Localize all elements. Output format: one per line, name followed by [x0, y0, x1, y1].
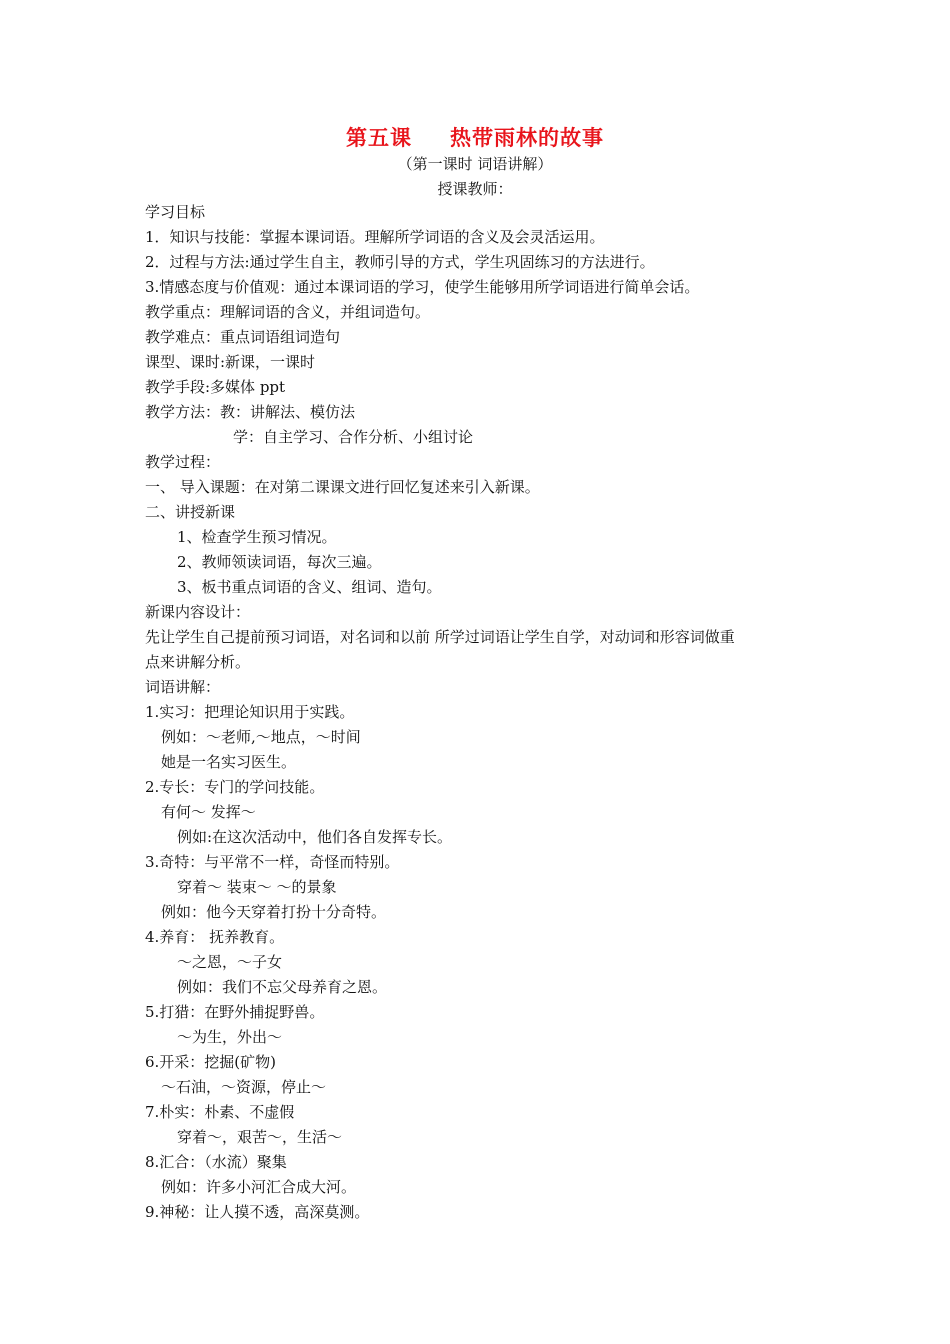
- text-line: 1．知识与技能：掌握本课词语。理解所学词语的含义及会灵活运用。: [145, 228, 605, 246]
- text-line: 新课内容设计：: [145, 603, 251, 621]
- lesson-number: 第五课: [346, 126, 412, 150]
- text-line: 2．过程与方法:通过学生自主，教师引导的方式，学生巩固练习的方法进行。: [145, 253, 655, 271]
- text-line: 1.实习：把理论知识用于实践。: [145, 703, 355, 721]
- text-line: 教学过程：: [145, 453, 221, 471]
- text-line: 例如：～老师,～地点，～时间: [161, 728, 361, 746]
- text-line: 词语讲解：: [145, 678, 221, 696]
- text-line: 1、检查学生预习情况。: [177, 528, 337, 546]
- text-line: 3.情感态度与价值观：通过本课词语的学习，使学生能够用所学词语进行简单会话。: [145, 278, 700, 296]
- text-line: 学习目标: [145, 203, 206, 221]
- text-line: ～为生，外出～: [177, 1028, 283, 1046]
- text-line: 6.开采：挖掘(矿物): [145, 1053, 277, 1071]
- text-line: 9.神秘：让人摸不透，高深莫测。: [145, 1203, 370, 1221]
- text-line: 教学手段:多媒体 ppt: [145, 378, 286, 396]
- lesson-title: [0, 122, 950, 152]
- text-line: 4.养育： 抚养教育。: [145, 928, 285, 946]
- text-line: 3.奇特：与平常不一样，奇怪而特别。: [145, 853, 400, 871]
- text-line: 她是一名实习医生。: [161, 753, 297, 771]
- text-line: 教学方法：教：讲解法、模仿法: [145, 403, 356, 421]
- text-line: 例如：许多小河汇合成大河。: [161, 1178, 357, 1196]
- text-line: 有何～ 发挥～: [161, 803, 256, 821]
- text-line: 教学重点：理解词语的含义，并组词造句。: [145, 303, 431, 321]
- text-line: 先让学生自己提前预习词语，对名词和以前 所学过词语让学生自学，对动词和形容词做重: [145, 628, 735, 646]
- text-line: 8.汇合：（水流）聚集: [145, 1153, 287, 1171]
- text-line: 3、板书重点词语的含义、组词、造句。: [177, 578, 442, 596]
- text-line: 例如：他今天穿着打扮十分奇特。: [161, 903, 387, 921]
- text-line: 点来讲解分析。: [145, 653, 251, 671]
- text-line: 7.朴实：朴素、不虚假: [145, 1103, 295, 1121]
- text-line: 例如:在这次活动中，他们各自发挥专长。: [177, 828, 453, 846]
- text-line: 5.打猎：在野外捕捉野兽。: [145, 1003, 325, 1021]
- text-line: 课型、课时:新课，一课时: [145, 353, 316, 371]
- subtitle: （第一课时 词语讲解）: [397, 155, 553, 173]
- text-line: 二、讲授新课: [145, 503, 236, 521]
- text-line: 一、 导入课题：在对第二课课文进行回忆复述来引入新课。: [145, 478, 540, 496]
- text-line: ～石油，～资源，停止～: [161, 1078, 327, 1096]
- text-line: ～之恩，～子女: [177, 953, 283, 971]
- text-line: 2.专长：专门的学问技能。: [145, 778, 325, 796]
- text-line: 教学难点：重点词语组词造句: [145, 328, 341, 346]
- teacher-label: 授课教师：: [437, 180, 513, 198]
- lesson-name: 热带雨林的故事: [450, 126, 604, 150]
- text-line: 学：自主学习、合作分析、小组讨论: [233, 428, 474, 446]
- text-line: 2、教师领读词语，每次三遍。: [177, 553, 382, 571]
- text-line: 穿着～ 装束～ ～的景象: [177, 878, 337, 896]
- text-line: 穿着～，艰苦～，生活～: [177, 1128, 343, 1146]
- text-line: 例如：我们不忘父母养育之恩。: [177, 978, 388, 996]
